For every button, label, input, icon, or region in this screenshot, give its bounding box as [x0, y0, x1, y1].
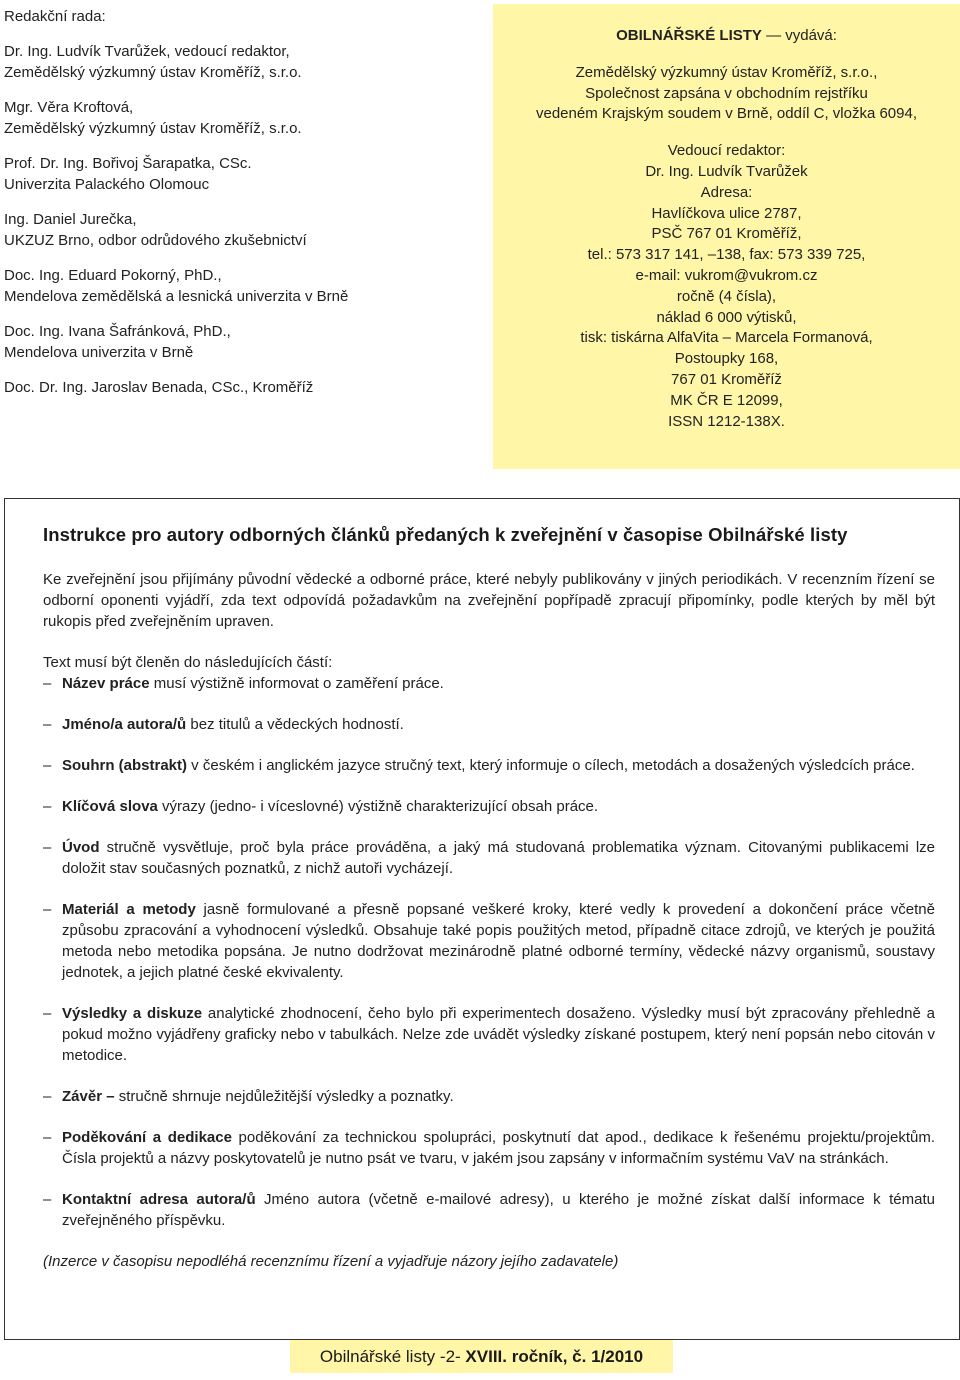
page-footer	[290, 1340, 673, 1373]
list-item	[43, 755, 935, 776]
member-name: Doc. Ing. Ivana Šafránková, PhD.,	[4, 323, 231, 340]
member-name: Prof. Dr. Ing. Bořivoj Šarapatka, CSc.	[4, 155, 252, 172]
member-name: Mgr. Věra Kroftová,	[4, 99, 134, 116]
publisher-line: Postoupky 168,	[674, 350, 779, 368]
member-affiliation: Zemědělský výzkumný ústav Kroměříž, s.r.o.	[4, 64, 302, 81]
dash-bullet: –	[43, 716, 52, 733]
list-item	[43, 837, 935, 879]
editorial-board	[4, 6, 474, 412]
board-member	[4, 41, 474, 83]
dash-bullet: –	[43, 839, 52, 856]
section-term: Materiál a metody	[62, 901, 196, 918]
footer-issue: XVIII. ročník, č. 1/2010	[465, 1347, 644, 1366]
publisher-line: náklad 6 000 výtisků,	[656, 308, 797, 326]
publisher-line: 767 01 Kroměříž	[671, 370, 782, 388]
dash-bullet: –	[43, 1088, 52, 1105]
member-name: Doc. Ing. Eduard Pokorný, PhD.,	[4, 267, 222, 284]
dash-bullet: –	[43, 757, 52, 774]
publisher-title	[499, 26, 954, 47]
list-item	[43, 714, 935, 735]
dash-bullet: –	[43, 901, 52, 918]
section-term: Souhrn (abstrakt)	[62, 757, 188, 774]
section-term: Jméno/a autora/ů	[62, 716, 187, 733]
journal-name: OBILNÁŘSKÉ LISTY	[616, 27, 762, 44]
publisher-line: PSČ 767 01 Kroměříž,	[651, 225, 802, 243]
publisher-line: Společnost zapsána v obchodním rejstříku	[585, 84, 868, 102]
board-member	[4, 97, 474, 139]
section-desc: poděkování za technickou spolupráci, poskytnutí dat apod., dedikace k řešenému projektu/projektům. Čísla projektů a názvy poskytovatelů je nutno psát ve tvaru, v jakém jsou zapsány v informačním systému VaV na stránkách.	[62, 1129, 935, 1167]
publisher-line: MK ČR E 12099,	[670, 391, 783, 409]
publisher-line: tisk: tiskárna AlfaVita – Marcela Formanová,	[580, 329, 873, 347]
publisher-line: Zemědělský výzkumný ústav Kroměříž, s.r.o.,	[575, 63, 878, 81]
section-desc: jasně formulované a přesně popsané veškeré kroky, které vedly k provedení a dokončení práce včetně způsobu zpracování a vyhodnocení výsledků. Obsahuje také popis použitých metod, případně citace zdrojů, ve kterých je použitá metoda nebo metodika popsána. Je nutno dodržovat mezinárodně platné odborné termíny, vědecké názvy organismů, soustavy jednotek, a jejich platné české ekvivalenty.	[62, 901, 935, 981]
advertising-note: (Inzerce v časopisu nepodléhá recenznímu řízení a vyjadřuje názory jejího zadavatele)	[43, 1253, 619, 1270]
section-term: Výsledky a diskuze	[62, 1005, 203, 1022]
member-affiliation: Zemědělský výzkumný ústav Kroměříž, s.r.o.	[4, 120, 302, 137]
publisher-line: Dr. Ing. Ludvík Tvarůžek	[645, 162, 808, 180]
section-desc: Jméno autora (včetně e-mailové adresy), u kterého je možné získat další informace k tématu zveřejněného příspěvku.	[62, 1191, 935, 1229]
instructions-title: Instrukce pro autory odborných článků předaných k zveřejnění v časopise Obilnářské listy	[43, 524, 848, 545]
section-term: Klíčová slova	[62, 798, 158, 815]
section-term: Poděkování a dedikace	[62, 1129, 232, 1146]
publisher-line: ISSN 1212-138X.	[668, 412, 785, 430]
parts-lead: Text musí být členěn do následujících částí:	[43, 654, 333, 671]
section-term: Závěr –	[62, 1088, 115, 1105]
board-member	[4, 377, 474, 398]
member-name: Doc. Dr. Ing. Jaroslav Benada, CSc., Kroměříž	[4, 379, 314, 396]
list-item	[43, 673, 935, 694]
list-item	[43, 1127, 935, 1169]
footer-journal: Obilnářské listy	[319, 1347, 436, 1366]
list-item	[43, 1086, 935, 1107]
section-term: Název práce	[62, 675, 150, 692]
publisher-line: Adresa:	[700, 183, 753, 201]
board-member	[4, 321, 474, 363]
section-desc: stručně shrnuje nejdůležitější výsledky a poznatky.	[114, 1088, 454, 1105]
publisher-line: vedeném Krajským soudem v Brně, oddíl C, vložka 6094,	[535, 105, 917, 123]
section-desc: stručně vysvětluje, proč byla práce prováděna, a jaký má studovaná problematika význam. Citovanými publikacemi lze doložit stav současných poznatků, z nichž autoři vycházejí.	[62, 839, 935, 877]
publisher-line: tel.: 573 317 141, –138, fax: 573 339 725,	[587, 246, 866, 264]
section-desc: analytické zhodnocení, čeho bylo při experimentech dosaženo. Výsledky musí být zpracovány přehledně a pokud možno vyjádřeny graficky nebo v tabulkách. Nelze zde uvádět výsledky získané postupem, který není popsán nebo citován v metodice.	[62, 1005, 935, 1064]
instructions-intro: Ke zveřejnění jsou přijímány původní vědecké a odborné práce, které nebyly publikovány v jiných periodikách. V recenzním řízení se odborní oponenti vyjádří, zda text odpovídá požadavkům na zveřejnění popřípadě zpracují připomínky, podle kterých by měl být rukopis před zveřejněním upraven.	[43, 571, 935, 630]
member-affiliation: Mendelova univerzita v Brně	[4, 344, 194, 361]
publisher-line: ročně (4 čísla),	[676, 287, 777, 305]
section-desc: bez titulů a vědeckých hodností.	[186, 716, 404, 733]
list-item	[43, 1003, 935, 1066]
board-member	[4, 153, 474, 195]
dash-bullet: –	[43, 798, 52, 815]
section-term: Kontaktní adresa autora/ů	[62, 1191, 256, 1208]
list-item	[43, 796, 935, 817]
section-desc: v českém i anglickém jazyce stručný text, který informuje o cílech, metodách a dosažených výsledcích práce.	[187, 757, 915, 774]
author-instructions-box	[4, 498, 960, 1340]
publisher-line: Havlíčkova ulice 2787,	[651, 204, 802, 222]
section-desc: výrazy (jedno- i víceslovné) výstižně charakterizující obsah práce.	[157, 798, 599, 815]
section-desc: musí výstižně informovat o zaměření práce.	[149, 675, 444, 692]
member-name: Dr. Ing. Ludvík Tvarůžek, vedoucí redaktor,	[4, 43, 290, 60]
publisher-line: Vedoucí redaktor:	[667, 142, 786, 160]
publisher-email: e-mail: vukrom@vukrom.cz	[635, 266, 818, 284]
dash-bullet: –	[43, 675, 52, 692]
member-affiliation: Univerzita Palackého Olomouc	[4, 176, 210, 193]
list-item	[43, 899, 935, 983]
publisher-title-suffix: — vydává:	[761, 27, 837, 44]
footer-page-number: -2-	[439, 1347, 461, 1366]
member-affiliation: Mendelova zemědělská a lesnická univerzita v Brně	[4, 288, 349, 305]
publisher-info-box	[493, 4, 960, 469]
section-list	[31, 673, 935, 1231]
member-name: Ing. Daniel Jurečka,	[4, 211, 137, 228]
board-member	[4, 209, 474, 251]
dash-bullet: –	[43, 1005, 52, 1022]
dash-bullet: –	[43, 1191, 52, 1208]
editorial-board-heading: Redakční rada:	[4, 8, 106, 25]
list-item	[43, 1189, 935, 1231]
section-term: Úvod	[62, 839, 100, 856]
member-affiliation: UKZUZ Brno, odbor odrůdového zkušebnictví	[4, 232, 307, 249]
board-member	[4, 265, 474, 307]
dash-bullet: –	[43, 1129, 52, 1146]
